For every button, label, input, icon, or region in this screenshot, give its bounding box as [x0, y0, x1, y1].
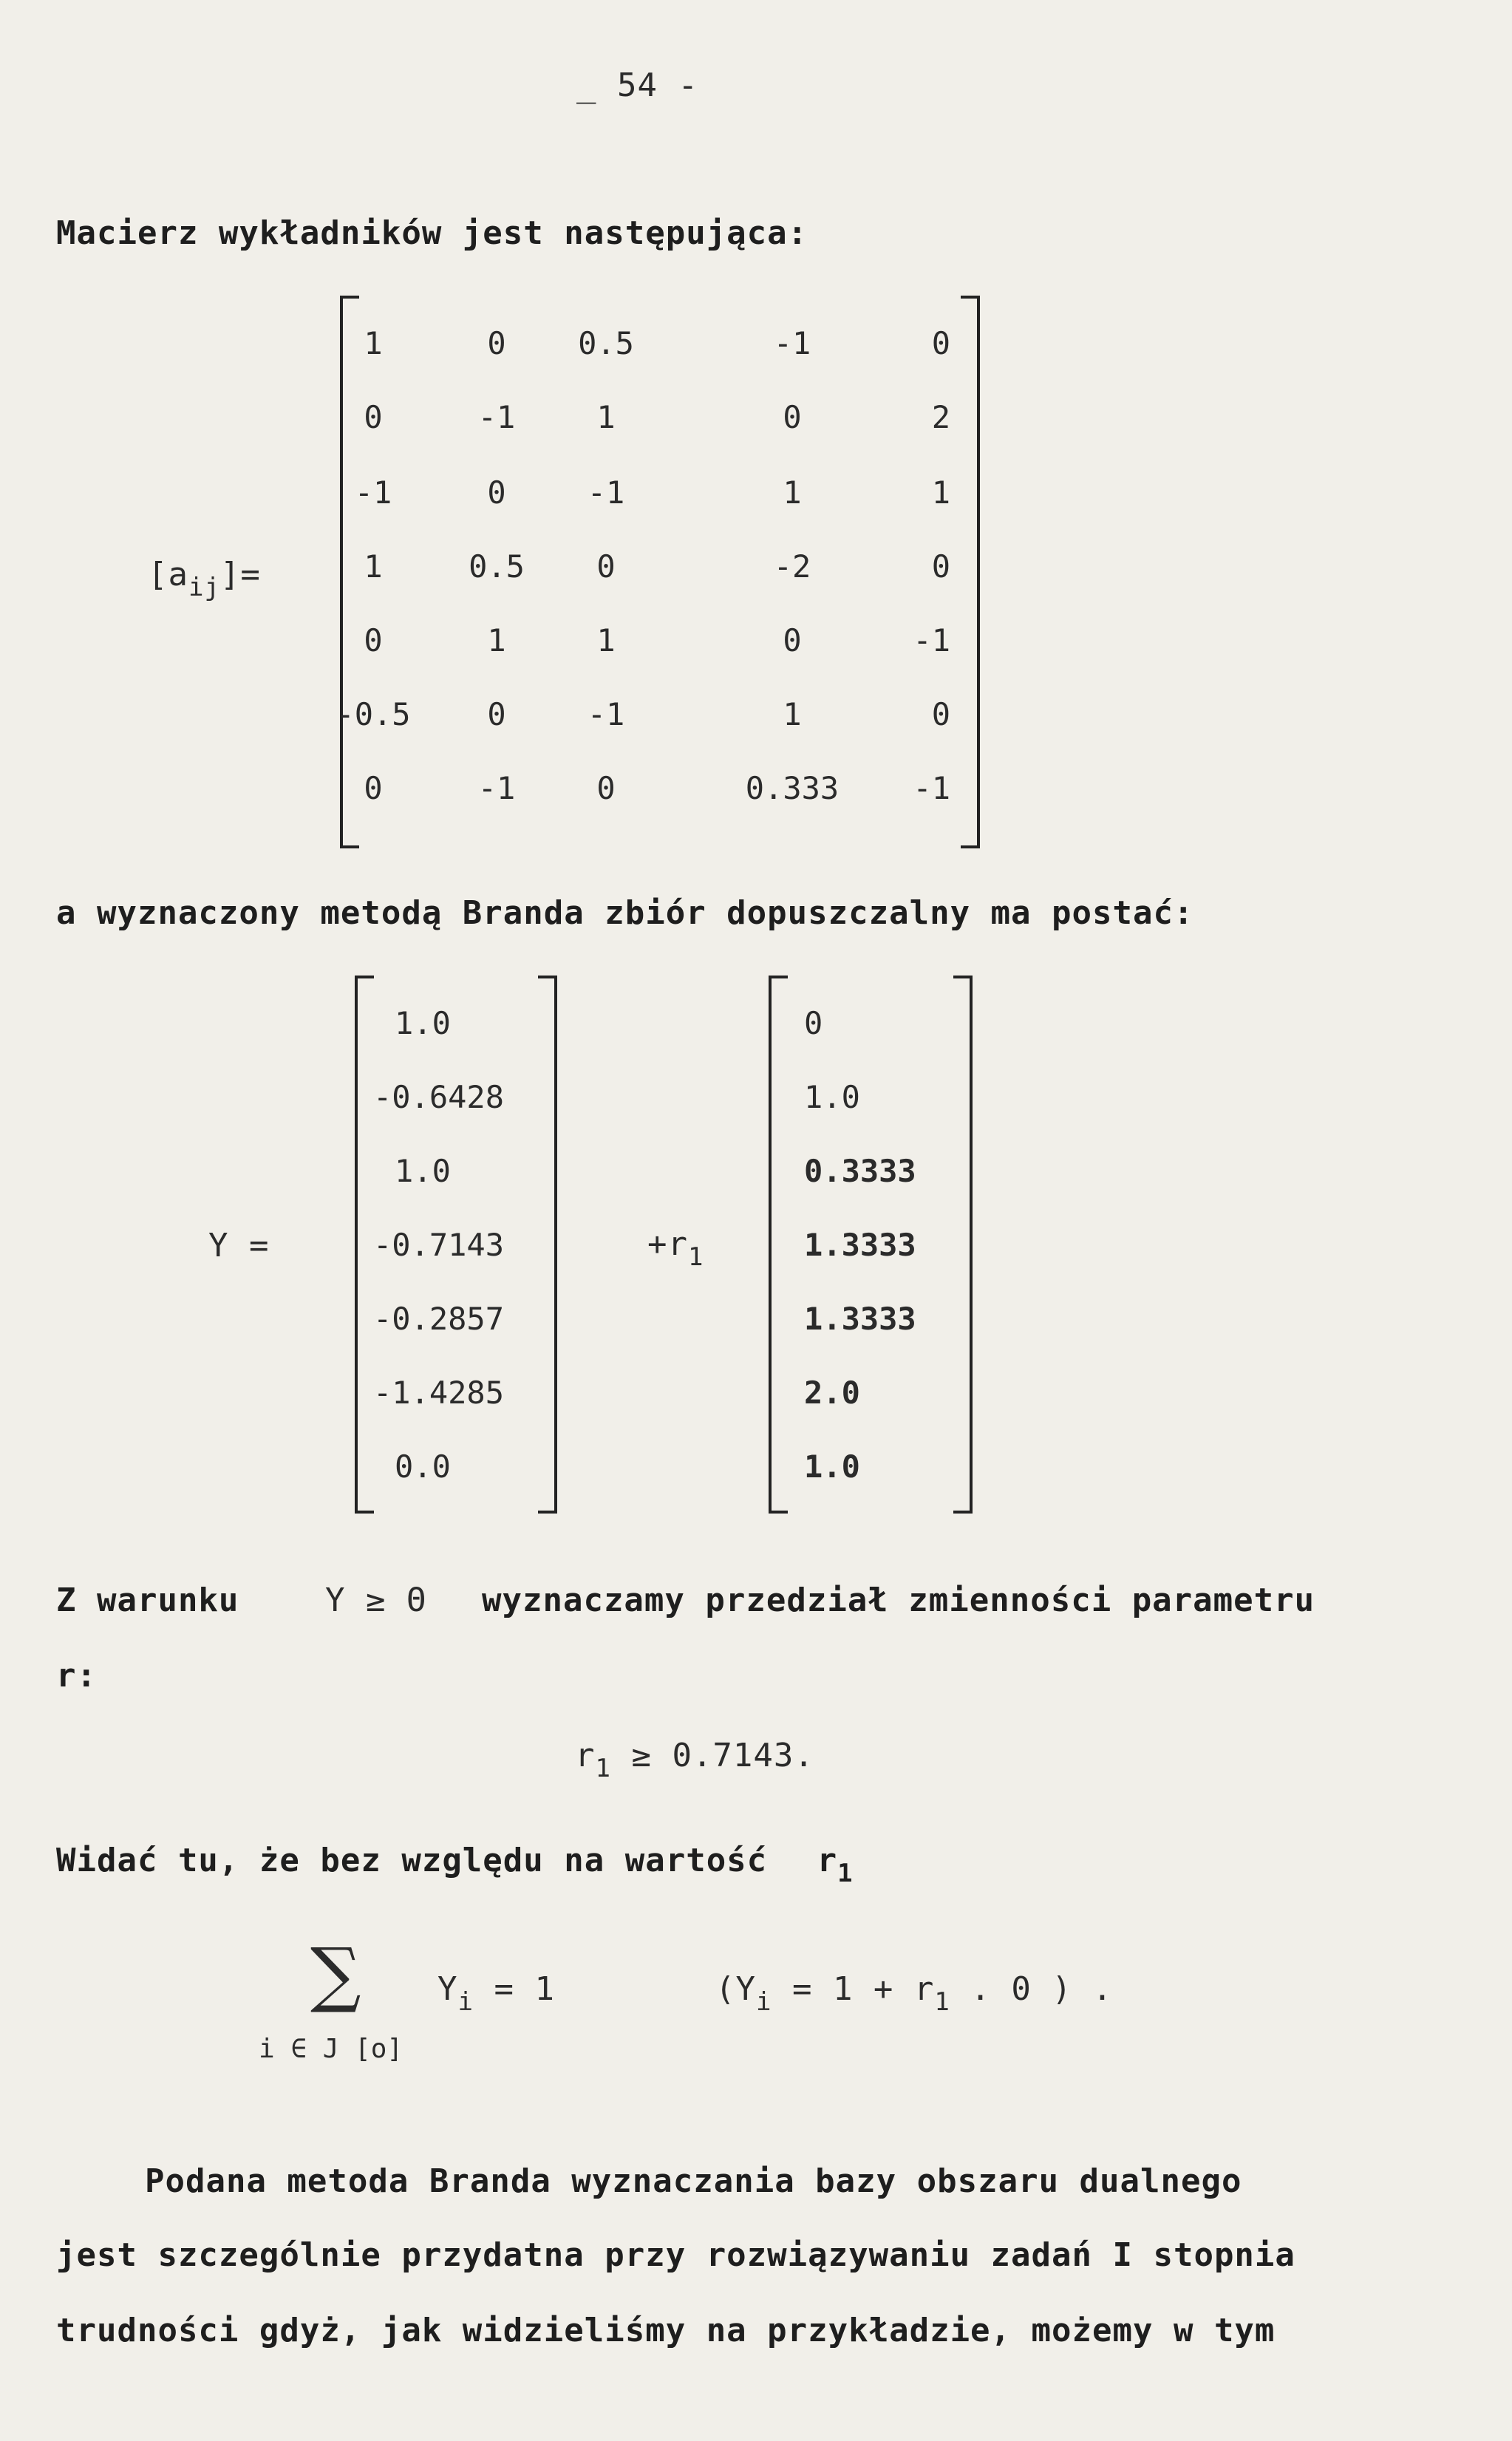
vector2-value: 2.0 — [804, 1375, 860, 1411]
vector2-value: 1.0 — [804, 1448, 860, 1485]
matrix-cell: 1 — [783, 474, 802, 511]
matrix-cell: 1 — [364, 548, 383, 585]
y-label: Y = — [208, 1227, 270, 1264]
sum-index: i ∈ J [o] — [259, 2034, 403, 2064]
matrix-cell: -1 — [587, 696, 625, 732]
matrix-cell: 0 — [364, 770, 383, 806]
vector1-value: -0.7143 — [373, 1227, 505, 1263]
vector1-value: 0.0 — [395, 1448, 451, 1485]
matrix-cell: 0 — [364, 622, 383, 658]
sum-symbol: ∑ — [310, 1933, 361, 2015]
matrix-cell: 1 — [487, 622, 506, 658]
sum-paren: ($Y_i = 1 + r_1$ . 0 ) . — [715, 1970, 1113, 2017]
paragraph-line-3: trudności gdyż, jak widzieliśmy na przykładzie, możemy w tym — [56, 2312, 1276, 2349]
vector2-value: 1.3333 — [804, 1301, 916, 1337]
vector2-value: 1.3333 — [804, 1227, 916, 1263]
paragraph-line-1: Podana metoda Branda wyznaczania bazy obszaru dualnego — [145, 2162, 1242, 2200]
widac-line: Widać tu, że bez względu na wartość $r_1$ — [56, 1842, 854, 1888]
matrix-cell: -1 — [913, 770, 950, 806]
condition-part1: Z warunku — [56, 1582, 239, 1619]
inequality: $r_1 \ge 0.7143$. — [575, 1737, 814, 1783]
matrix-cell: 1 — [931, 474, 950, 511]
matrix-cell: 0 — [931, 696, 950, 732]
vector2-value: 0.3333 — [804, 1153, 916, 1189]
vector2-value: 0 — [804, 1005, 823, 1041]
page-number: _ 54 - — [576, 67, 698, 104]
matrix-cell: -2 — [773, 548, 811, 585]
matrix-cell: 0 — [487, 474, 506, 511]
paragraph-line-2: jest szczególnie przydatna przy rozwiązywaniu zadań I stopnia — [56, 2236, 1295, 2274]
intro-text: Macierz wykładników jest następująca: — [56, 214, 808, 252]
matrix-cell: 1 — [783, 696, 802, 732]
matrix-cell: 0 — [931, 548, 950, 585]
matrix-cell: 0 — [783, 399, 802, 435]
matrix-cell: 0.5 — [469, 548, 525, 585]
matrix-cell: 0 — [487, 325, 506, 361]
vector1-right-bracket — [538, 976, 557, 1514]
vector2-right-bracket — [953, 976, 973, 1514]
matrix-cell: -1 — [587, 474, 625, 511]
matrix-cell: 0 — [487, 696, 506, 732]
matrix-cell: -1 — [913, 622, 950, 658]
matrix-cell: 0 — [783, 622, 802, 658]
matrix-cell: -1 — [773, 325, 811, 361]
matrix-cell: 0.333 — [745, 770, 840, 806]
matrix-cell: 1 — [596, 622, 616, 658]
matrix-label: $[a_{ij}]=$ — [148, 556, 261, 602]
matrix-cell: -0.5 — [336, 696, 411, 732]
vector1-value: -1.4285 — [373, 1375, 505, 1411]
matrix-cell: 1 — [596, 399, 616, 435]
r-line: r: — [56, 1657, 97, 1695]
matrix-cell: 2 — [931, 399, 950, 435]
sum-lhs: $Y_i = 1$ — [437, 1970, 555, 2017]
matrix-cell: 0.5 — [578, 325, 634, 361]
matrix-cell: -1 — [477, 770, 516, 806]
vector1-left-bracket — [355, 976, 374, 1514]
matrix-cell: -1 — [477, 399, 516, 435]
set-text: a wyznaczony metodą Branda zbiór dopuszczalny ma postać: — [56, 894, 1194, 932]
matrix-cell: 0 — [364, 399, 383, 435]
vector1-value: 1.0 — [395, 1153, 451, 1189]
matrix-right-bracket — [961, 296, 980, 848]
vector2-value: 1.0 — [804, 1079, 860, 1115]
vector1-value: 1.0 — [395, 1005, 451, 1041]
plus-r1: $+r_1$ — [647, 1225, 704, 1272]
matrix-cell: 0 — [596, 770, 616, 806]
condition-part2: Y ≥ Θ — [325, 1582, 427, 1619]
vector1-value: -0.2857 — [373, 1301, 505, 1337]
matrix-cell: 0 — [931, 325, 950, 361]
vector1-value: -0.6428 — [373, 1079, 505, 1115]
matrix-cell: -1 — [354, 474, 392, 511]
condition-part3: wyznaczamy przedział zmienności parametru — [482, 1582, 1315, 1619]
matrix-cell: 1 — [364, 325, 383, 361]
vector2-left-bracket — [769, 976, 788, 1514]
matrix-cell: 0 — [596, 548, 616, 585]
